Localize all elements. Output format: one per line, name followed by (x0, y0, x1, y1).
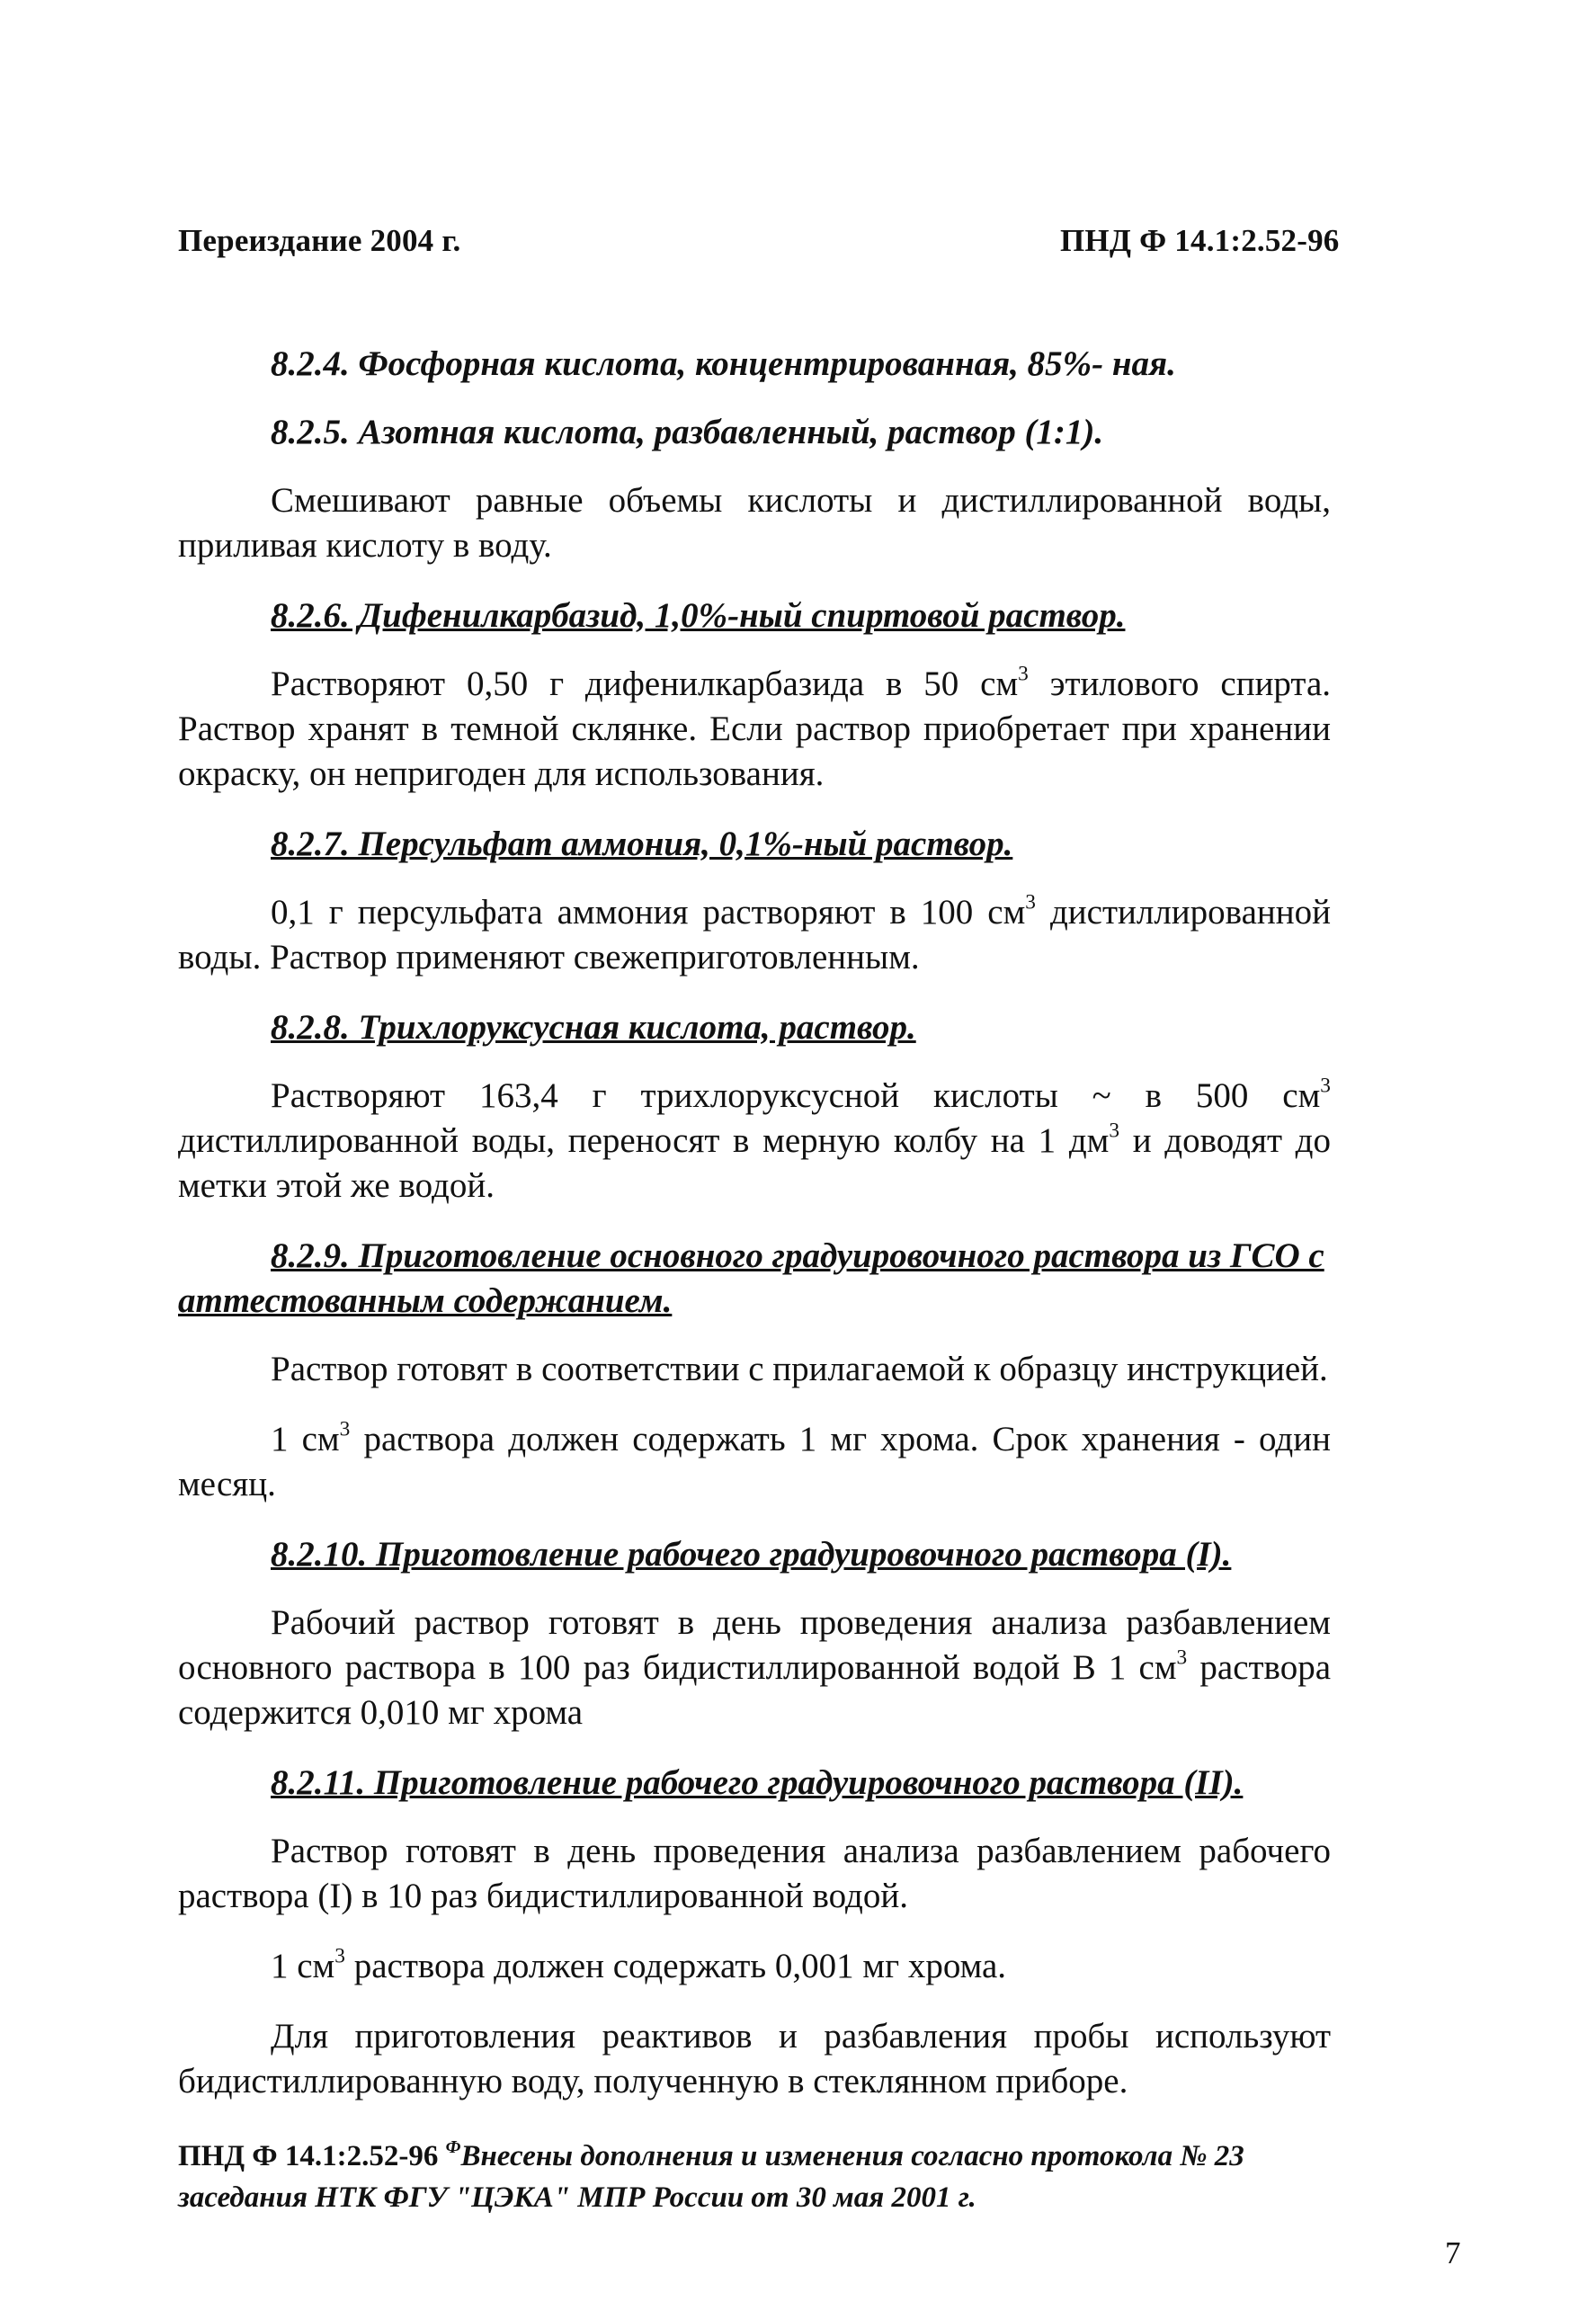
section-heading-8-2-4: 8.2.4. Фосфорная кислота, концентрированная, 85%- ная. (271, 344, 1176, 383)
section-heading-8-2-10: 8.2.10. Приготовление рабочего градуировочного раствора (I). (271, 1535, 1232, 1574)
document-body (178, 342, 1331, 2129)
section-heading-8-2-6: 8.2.6. Дифенилкарбазид, 1,0%-ный спиртовой раствор. (271, 596, 1126, 635)
page-number: 7 (1445, 2235, 1461, 2270)
paragraph: Рабочий раствор готовят в день проведения анализа разбавлением основного раствора в 100 раз бидистиллированной водой В 1 $см^3$ раствора содержится 0,010 мг хрома (178, 1603, 1331, 1732)
reissue-note: Переиздание 2004 г. (178, 223, 461, 258)
paragraph: 1 $см^3$ раствора должен содержать 1 мг хрома. Срок хранения - один месяц. (178, 1417, 1331, 1503)
section-heading-8-2-11: 8.2.11. Приготовление рабочего градуировочного раствора (II). (271, 1763, 1244, 1802)
footnote-mark: Ф (445, 2137, 461, 2158)
paragraph: 1 $см^3$ раствора должен содержать 0,001 мг хрома. (271, 1944, 1007, 1985)
paragraph: Смешивают равные объемы кислоты и дистиллированной воды, приливая кислоту в воду. (178, 481, 1331, 565)
paragraph: Раствор готовят в день проведения анализа разбавлением рабочего раствора (I) в 10 раз бидистиллированной водой. (178, 1832, 1331, 1915)
section-heading-8-2-9: 8.2.9. Приготовление основного градуировочного раствора из ГСО с аттестованным содержанием. (178, 1236, 1324, 1320)
section-heading-8-2-8: 8.2.8. Трихлоруксусная кислота, раствор. (271, 1008, 916, 1047)
section-heading-8-2-7: 8.2.7. Персульфат аммония, 0,1%-ный раствор. (271, 825, 1013, 863)
paragraph: Раствор готовят в соответствии с прилагаемой к образцу инструкцией. (271, 1350, 1328, 1388)
document-code: ПНД Ф 14.1:2.52-96 (1060, 223, 1340, 258)
section-heading-8-2-5: 8.2.5. Азотная кислота, разбавленный, раствор (1:1). (271, 413, 1104, 451)
paragraph: Для приготовления реактивов и разбавления пробы используют бидистиллированную воду, полученную в стеклянном приборе. (178, 2017, 1331, 2100)
paragraph: Растворяют 163,4 г трихлоруксусной кислоты ~ в 500 $см^3$ дистиллированной воды, переносят в мерную колбу на 1 $дм^3$ и доводят до метки этой же водой. (178, 1074, 1332, 1205)
paragraph: 0,1 г персульфата аммония растворяют в 100 $см^3$ дистиллированной воды. Раствор применяют свежеприготовленным. (178, 890, 1331, 977)
footnote: ПНД Ф 14.1:2.52-96 $^Ф$Внесены дополнения и изменения согласно протокола № 23 заседания НТК ФГУ "ЦЭКА" МПР России от 30 мая 2001 г. (178, 2137, 1244, 2214)
paragraph: Растворяют 0,50 г дифенилкарбазида в 50 $см^3$ этилового спирта. Раствор хранят в темной склянке. Если раствор приобретает при хранении окраску, он непригоден для использования. (178, 662, 1331, 793)
